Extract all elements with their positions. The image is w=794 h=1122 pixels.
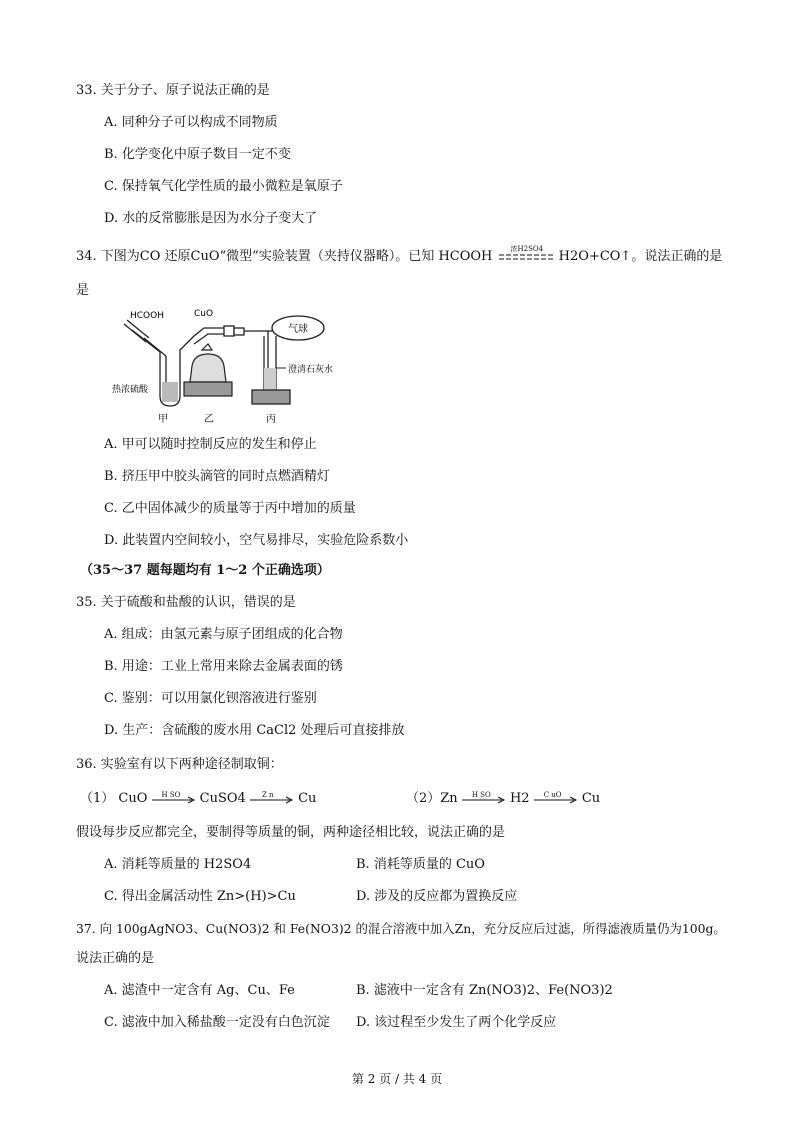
arrow-right-icon <box>534 792 578 806</box>
q37-option-a: A. 滤渣中一定含有 Ag、Cu、Fe <box>104 983 295 998</box>
route1-end: Cu <box>298 791 317 806</box>
q37-option-c: C. 滤液中加入稀盐酸一定没有白色沉淀 <box>104 1015 330 1030</box>
q35-option-a: A. 组成：由氢元素与原子团组成的化合物 <box>104 627 343 642</box>
q34-option-d: D. 此装置内空间较小，空气易排尽，实验危险系数小 <box>104 533 409 548</box>
connecting-tube <box>194 326 272 344</box>
arrow-right-icon <box>462 792 506 806</box>
arrow-right-icon <box>250 792 294 806</box>
route2-arrow-2 <box>534 792 578 806</box>
q37-option-d: D. 该过程至少发生了两个化学反应 <box>356 1015 557 1030</box>
q35-option-c: C. 鉴别：可以用氯化钡溶液进行鉴别 <box>104 691 317 706</box>
route1-arrow-1 <box>152 792 196 806</box>
q33-option-c: C. 保持氧气化学性质的最小微粒是氧原子 <box>104 179 343 194</box>
label-acid: 热浓硫酸 <box>112 385 149 395</box>
route1-mid: CuSO4 <box>199 791 246 806</box>
alcohol-lamp <box>184 344 232 396</box>
q33-option-a: A. 同种分子可以构成不同物质 <box>104 115 278 130</box>
route2-end: Cu <box>581 791 601 806</box>
q36-route-1 <box>80 790 316 808</box>
section-note: （35～37 题每题均有 1～2 个正确选项） <box>80 563 330 578</box>
q36-option-b: B. 消耗等质量的 CuO <box>356 857 485 872</box>
label-cuo: CuO <box>194 309 214 319</box>
route1-arrow-2 <box>250 792 294 806</box>
q34-option-c: C. 乙中固体减少的质量等于丙中增加的质量 <box>104 501 356 516</box>
arrow-right-icon <box>152 792 196 806</box>
route2-mid: H2 <box>509 791 530 806</box>
q33-stem: 33. 关于分子、原子说法正确的是 <box>76 83 270 98</box>
page-footer: 第 2 页 / 共 4 页 <box>351 1072 443 1086</box>
q35-stem: 35. 关于硫酸和盐酸的认识，错误的是 <box>76 595 296 610</box>
route2-reagent-1: H SO <box>471 790 491 799</box>
label-bing: 丙 <box>266 414 276 425</box>
label-hcooh: HCOOH <box>130 311 164 321</box>
label-limewater: 澄清石灰水 <box>288 365 334 375</box>
route2-arrow-1 <box>462 792 506 806</box>
q37-stem-cont: 说法正确的是 <box>76 951 155 966</box>
reaction-condition: 浓H2SO4 <box>510 244 544 253</box>
q34-stem <box>76 244 723 266</box>
route2-reagent-2: C uO <box>543 790 562 799</box>
q37-option-b: B. 滤液中一定含有 Zn(NO3)2、Fe(NO3)2 <box>356 983 613 998</box>
label-balloon: 气球 <box>288 324 308 335</box>
q36-stem: 36. 实验室有以下两种途径制取铜： <box>76 757 283 772</box>
q33-option-b: B. 化学变化中原子数目一定不变 <box>104 147 291 162</box>
reaction-equals <box>497 244 555 264</box>
label-jia: 甲 <box>158 414 168 425</box>
q36-compare: 假设每步反应都完全，要制得等质量的铜，两种途径相比较，说法正确的是 <box>76 825 506 840</box>
q35-option-d: D. 生产：含硫酸的废水用 CaCl2 处理后可直接排放 <box>104 723 405 738</box>
apparatus-diagram <box>112 306 352 426</box>
label-yi: 乙 <box>204 414 214 425</box>
q33-option-d: D. 水的反常膨胀是因为水分子变大了 <box>104 211 318 226</box>
route2-start: （2）Zn <box>406 791 458 806</box>
q34-stem-cont: 是 <box>76 283 90 298</box>
q34-option-b: B. 挤压甲中胶头滴管的同时点燃酒精灯 <box>104 469 330 484</box>
route1-start: （1） CuO <box>80 791 148 806</box>
q37-stem: 37. 向 100gAgNO3、Cu(NO3)2 和 Fe(NO3)2 的混合溶液中加入Zn，充分反应后过滤，所得滤液质量仍为100g。 <box>76 921 726 936</box>
q35-option-b: B. 用途：工业上常用来除去金属表面的锈 <box>104 659 343 674</box>
q36-option-a: A. 消耗等质量的 H2SO4 <box>104 857 252 872</box>
q36-route-2 <box>406 790 600 808</box>
route1-reagent-1: H SO <box>161 790 181 799</box>
q34-stem-post: H2O+CO↑。说法正确的是 <box>558 249 723 264</box>
route1-reagent-2: Z n <box>261 790 274 799</box>
q34-option-a: A. 甲可以随时控制反应的发生和停止 <box>104 437 317 452</box>
q34-stem-pre: 34. 下图为CO 还原CuO“微型”实验装置（夹持仪器略）。已知 HCOOH <box>76 249 493 264</box>
q36-option-c: C. 得出金属活动性 Zn>(H)>Cu <box>104 889 296 904</box>
q36-option-d: D. 涉及的反应都为置换反应 <box>356 889 518 904</box>
